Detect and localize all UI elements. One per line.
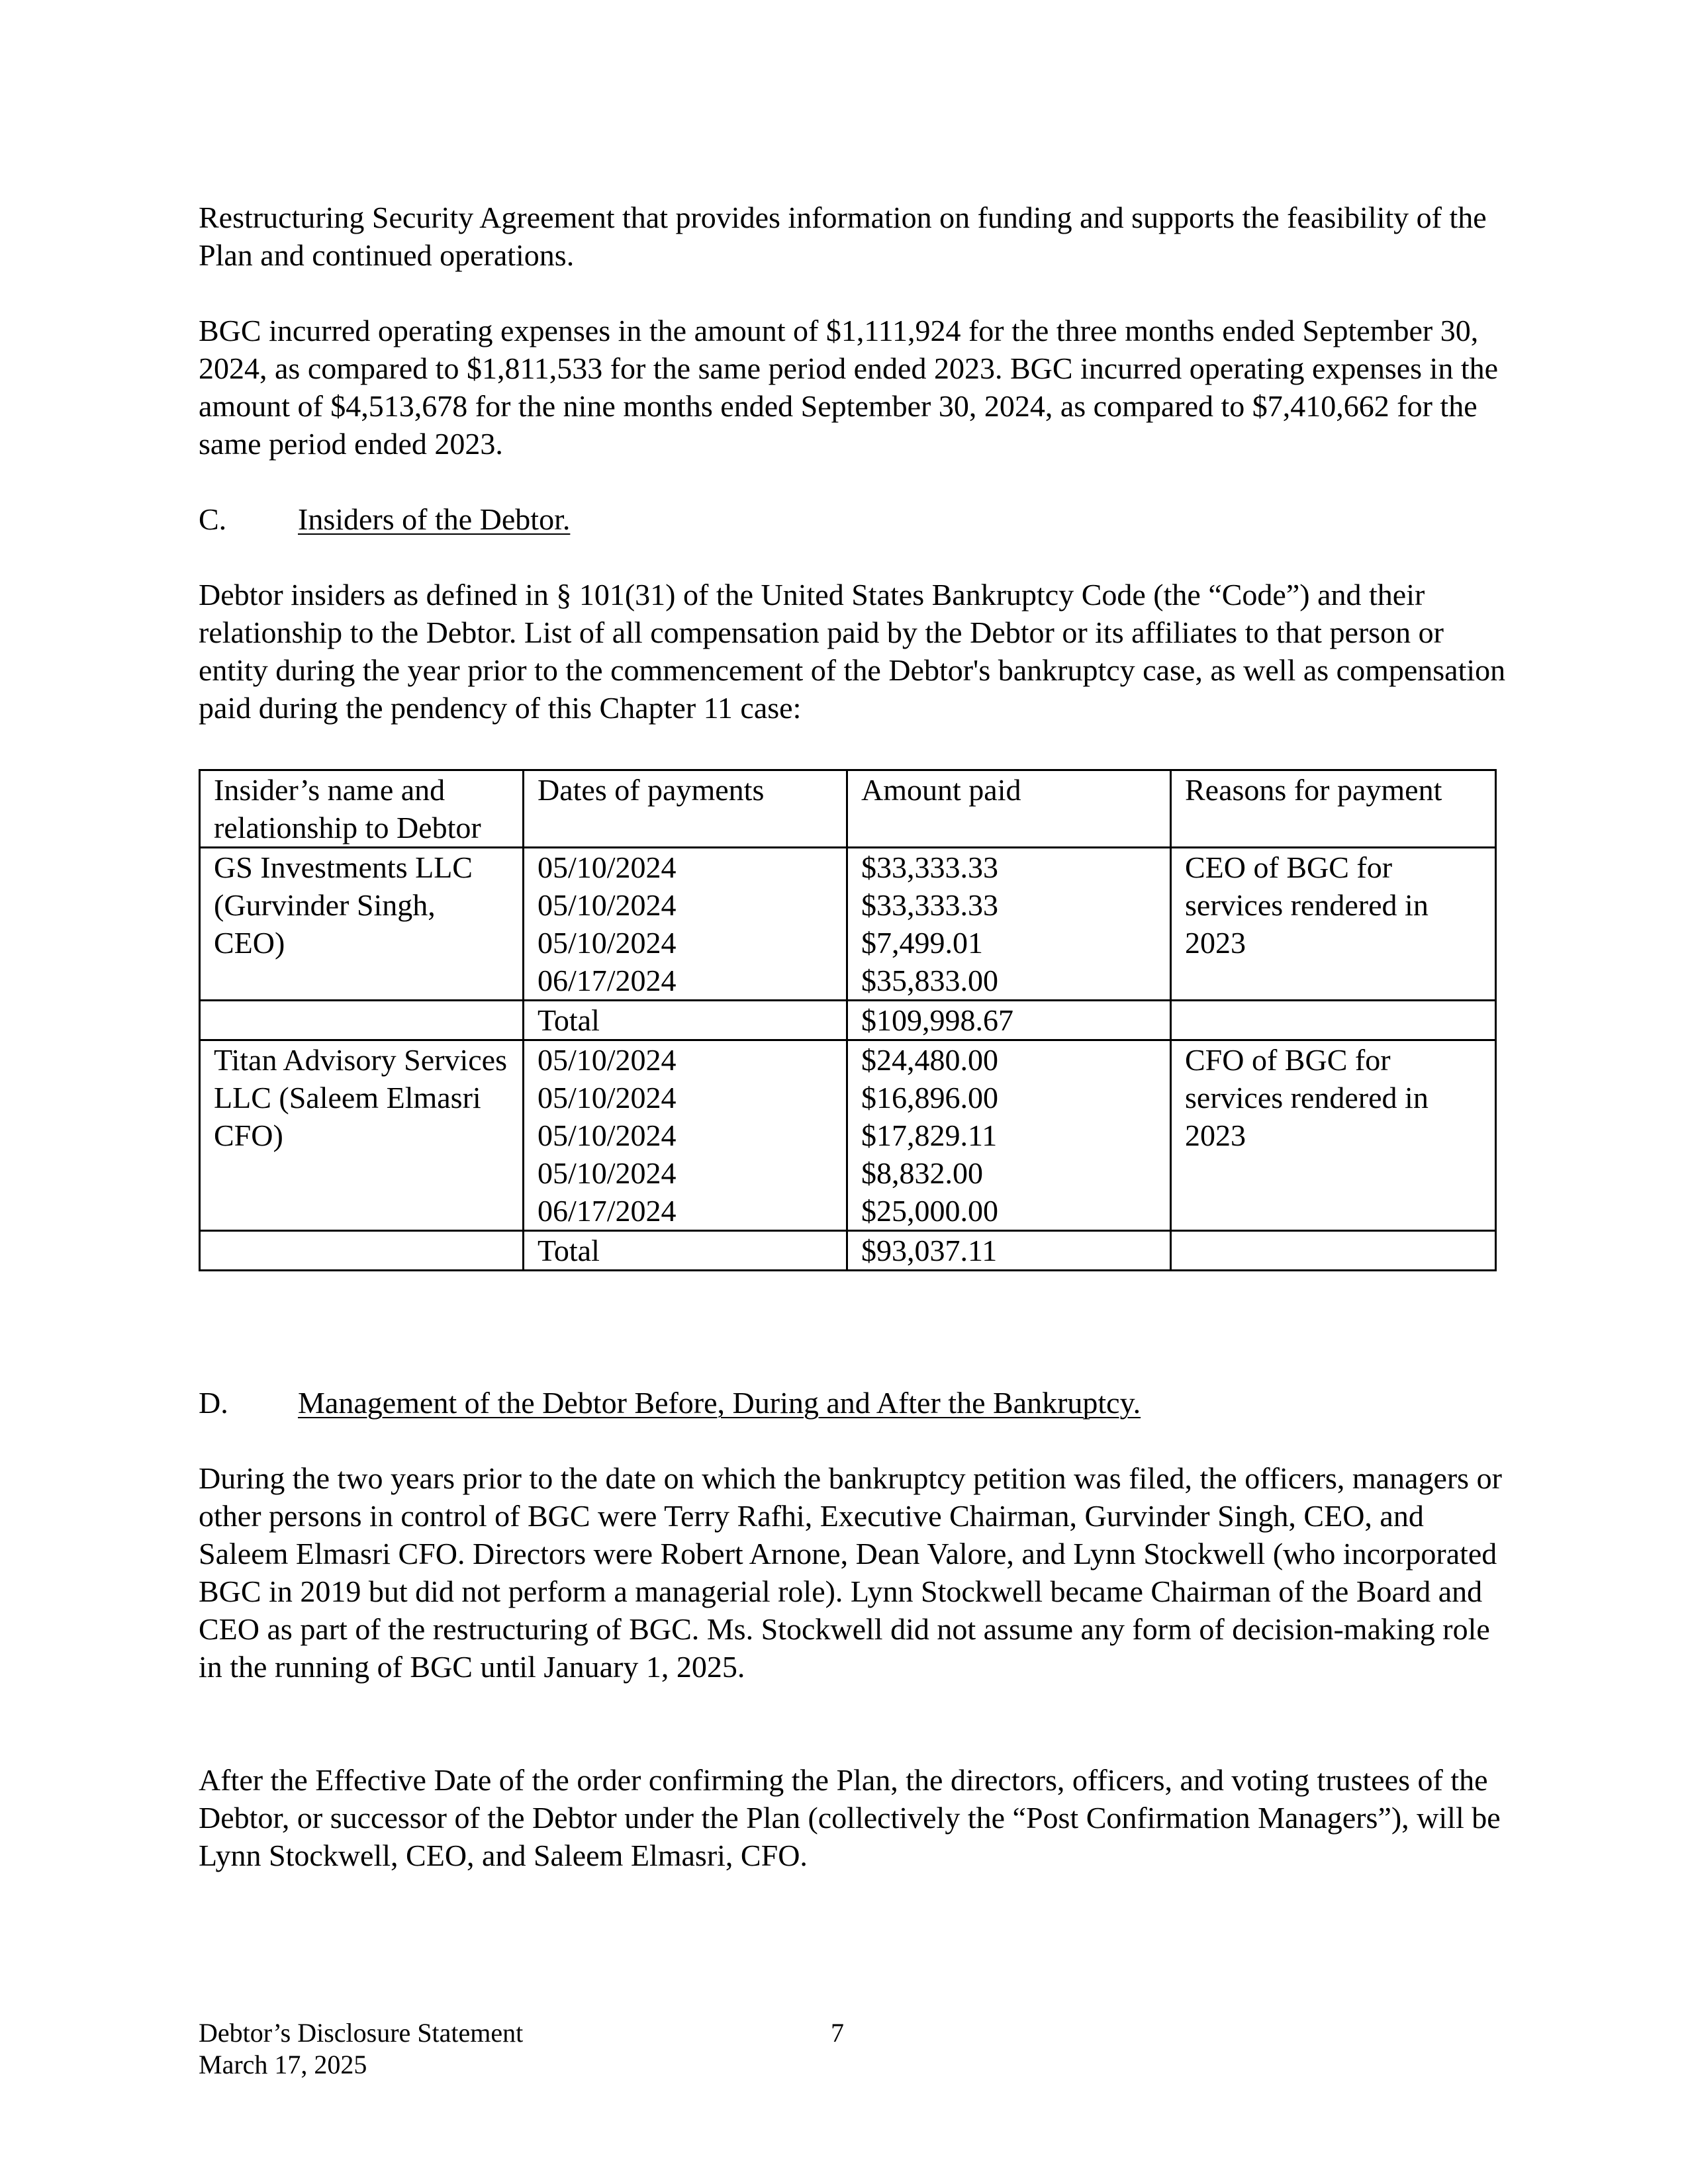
table-row	[200, 1040, 1496, 1231]
payment-amount: $33,333.33	[861, 850, 998, 884]
reason-cell: CEO of BGC for services rendered in 2023	[1171, 848, 1496, 1001]
section-d-letter: D.	[199, 1386, 228, 1420]
total-amount: $93,037.11	[847, 1231, 1171, 1271]
header-insider-name: Insider’s name and relationship to Debtor	[200, 770, 524, 848]
section-c-letter: C.	[199, 502, 227, 536]
payment-amount: $17,829.11	[861, 1118, 998, 1152]
payment-date: 05/10/2024	[538, 850, 677, 884]
payment-date: 05/10/2024	[538, 1043, 677, 1077]
header-dates: Dates of payments	[524, 770, 847, 848]
header-amount: Amount paid	[847, 770, 1171, 848]
section-d-heading	[199, 1384, 1509, 1422]
payment-date: 06/17/2024	[538, 1194, 677, 1228]
total-label: Total	[524, 1231, 847, 1271]
empty-cell	[200, 1231, 524, 1271]
footer-date: March 17, 2025	[199, 2050, 367, 2079]
payment-amount: $7,499.01	[861, 926, 983, 960]
payment-amount: $16,896.00	[861, 1081, 998, 1115]
payment-date: 05/10/2024	[538, 1118, 677, 1152]
total-label: Total	[524, 1001, 847, 1040]
paragraph-restructuring: Restructuring Security Agreement that provides information on funding and supports the feasibility of the Plan and continued operations.	[199, 201, 1487, 272]
paragraph-operating-expenses: BGC incurred operating expenses in the amount of $1,111,924 for the three months ended September 30, 2024, as compared to $1,811,533 for the same period ended 2023. BGC incurred operating expenses in the amount of $4,513,678 for the nine months ended September 30, 2024, as compared to $7,410,662 for the same period ended 2023.	[199, 314, 1499, 461]
section-c-title: Insiders of the Debtor.	[298, 502, 571, 536]
total-amount: $109,998.67	[847, 1001, 1171, 1040]
amounts-cell	[847, 1040, 1171, 1231]
table-header-row	[200, 770, 1496, 848]
section-c-heading	[199, 500, 1509, 538]
insiders-compensation-table	[199, 769, 1497, 1271]
section-d-title: Management of the Debtor Before, During and After the Bankruptcy.	[298, 1386, 1141, 1420]
dates-cell	[524, 848, 847, 1001]
paragraph-post-confirmation: After the Effective Date of the order confirming the Plan, the directors, officers, and voting trustees of the Debtor, or successor of the Debtor under the Plan (collectively the “Post Confirmation Managers”), will be Lynn Stockwell, CEO, and Saleem Elmasri, CFO.	[199, 1763, 1501, 1872]
footer	[199, 2017, 523, 2081]
insider-name-cell: GS Investments LLC (Gurvinder Singh, CEO)	[200, 848, 524, 1001]
payment-amount: $24,480.00	[861, 1043, 998, 1077]
payment-amount: $25,000.00	[861, 1194, 998, 1228]
footer-document-title: Debtor’s Disclosure Statement	[199, 2018, 524, 2048]
dates-cell	[524, 1040, 847, 1231]
table-total-row	[200, 1001, 1496, 1040]
table-total-row	[200, 1231, 1496, 1271]
page-number: 7	[831, 2018, 844, 2048]
paragraph-management-before: During the two years prior to the date on which the bankruptcy petition was filed, the officers, managers or other persons in control of BGC were Terry Rafhi, Executive Chairman, Gurvinder Singh, CEO, and Saleem Elmasri CFO. Directors were Robert Arnone, Dean Valore, and Lynn Stockwell (who incorporated BGC in 2019 but did not perform a managerial role). Lynn Stockwell became Chairman of the Board and CEO as part of the restructuring of BGC. Ms. Stockwell did not assume any form of decision-making role in the running of BGC until January 1, 2025.	[199, 1461, 1502, 1684]
payment-amount: $8,832.00	[861, 1156, 983, 1190]
amounts-cell	[847, 848, 1171, 1001]
paragraph-insiders-definition: Debtor insiders as defined in § 101(31) of the United States Bankruptcy Code (the “Code”) and their relationship to the Debtor. List of all compensation paid by the Debtor or its affiliates to that person or entity during the year prior to the commencement of the Debtor's bankruptcy case, as well as compensation paid during the pendency of this Chapter 11 case:	[199, 578, 1506, 725]
payment-amount: $33,333.33	[861, 888, 998, 922]
insider-name-cell: Titan Advisory Services LLC (Saleem Elmasri CFO)	[200, 1040, 524, 1231]
payment-amount: $35,833.00	[861, 964, 998, 997]
payment-date: 06/17/2024	[538, 964, 677, 997]
empty-cell	[1171, 1231, 1496, 1271]
empty-cell	[200, 1001, 524, 1040]
payment-date: 05/10/2024	[538, 1156, 677, 1190]
payment-date: 05/10/2024	[538, 1081, 677, 1115]
payment-date: 05/10/2024	[538, 926, 677, 960]
empty-cell	[1171, 1001, 1496, 1040]
payment-date: 05/10/2024	[538, 888, 677, 922]
header-reason: Reasons for payment	[1171, 770, 1496, 848]
reason-cell: CFO of BGC for services rendered in 2023	[1171, 1040, 1496, 1231]
table-row	[200, 848, 1496, 1001]
